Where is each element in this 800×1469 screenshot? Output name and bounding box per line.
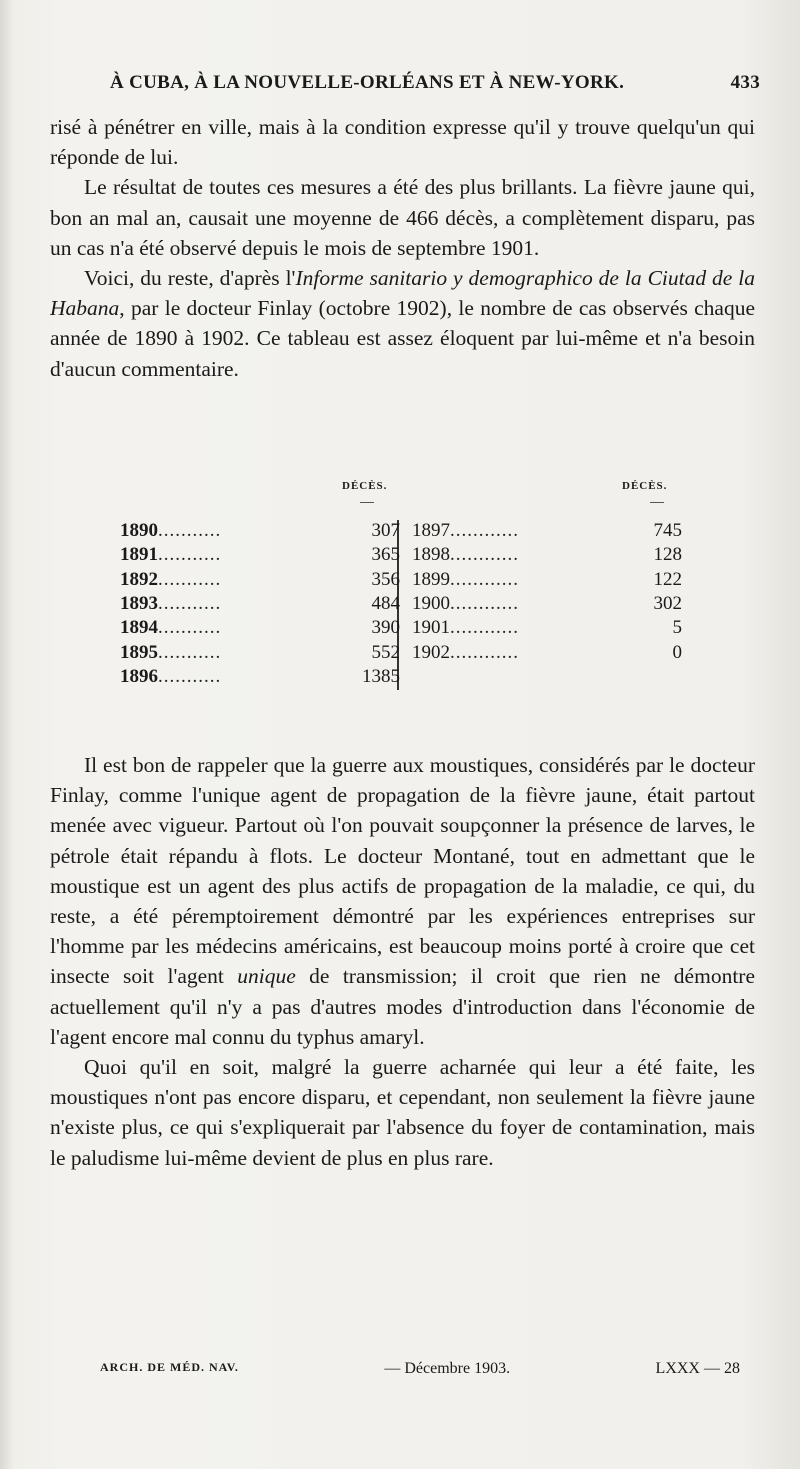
footer-date: — Décembre 1903. — [384, 1360, 511, 1377]
table-row-year: 1893 — [120, 592, 158, 614]
table-row — [120, 520, 400, 544]
table-row — [120, 544, 400, 568]
paragraph-1: risé à pénétrer en ville, mais à la condition expresse qu'il y trouve quelqu'un qui réponde de lui. — [50, 115, 755, 170]
table-row-year: 1898 — [412, 544, 450, 566]
table-row-deaths: 484 — [371, 592, 400, 614]
table-row-year: 1894 — [120, 617, 158, 639]
page-footer — [100, 1360, 740, 1378]
table-row-deaths: 122 — [653, 568, 682, 590]
table-row-leader: ............ — [450, 544, 519, 566]
table-row-deaths: 365 — [371, 544, 400, 566]
footer-volume: LXXX — 28 — [655, 1360, 740, 1377]
table-row — [120, 666, 400, 690]
table-row-leader: ........... — [158, 617, 222, 639]
table-row-year: 1902 — [412, 641, 450, 663]
table-row-deaths: 1385 — [362, 665, 400, 687]
paragraph-4-italic: unique — [237, 964, 296, 989]
table-row-leader: ............ — [450, 520, 519, 541]
table-row-deaths: 745 — [653, 520, 682, 541]
table-row-leader: ............ — [450, 641, 519, 663]
deaths-table — [120, 480, 700, 710]
table-row-leader: ........... — [158, 641, 222, 663]
table-row-year: 1892 — [120, 568, 158, 590]
table-row — [412, 569, 682, 593]
table-row — [120, 617, 400, 641]
paragraph-2: Le résultat de toutes ces mesures a été des plus brillants. La fièvre jaune qui, bon an mal an, causait une moyenne de 466 décès, a complètement disparu, pas un cas n'a été observé depuis le mois de septembre 1901. — [50, 175, 755, 260]
table-row-year: 1896 — [120, 665, 158, 687]
paragraph-4 — [50, 750, 755, 1052]
paragraph-3-after: , par le docteur Finlay (octobre 1902), le nombre de cas observés chaque année de 1890 à 1902. Ce tableau est assez éloquent par lui-même et n'a besoin d'aucun commentaire. — [50, 296, 755, 381]
paragraph-3-italic: Informe sanitario y demographico de la Ciutad de la Habana — [50, 266, 755, 321]
page-number: 433 — [730, 72, 760, 93]
paragraph-4-after: de transmission; il croit que rien ne démontre actuellement qu'il n'y a pas d'autres modes d'introduction dans l'économie de l'agent encore mal connu du typhus amaryl. — [50, 964, 755, 1049]
footer-journal: ARCH. DE MÉD. NAV. — [100, 1360, 239, 1374]
paragraph-5: Quoi qu'il en soit, malgré la guerre acharnée qui leur a été faite, les moustiques n'ont pas encore disparu, et cependant, non seulement la fièvre jaune n'existe plus, ce qui s'expliquerait par l'absence du foyer de contamination, mais le paludisme lui-même devient de plus en plus rare. — [50, 1055, 755, 1170]
table-row-year: 1899 — [412, 568, 450, 590]
table-row-year: 1891 — [120, 544, 158, 566]
table-header-left-rule — [360, 502, 374, 503]
table-row-leader: ........... — [158, 665, 222, 687]
table-row — [120, 642, 400, 666]
table-row — [412, 544, 682, 568]
table-row-year: 1895 — [120, 641, 158, 663]
table-row — [120, 569, 400, 593]
table-row-deaths: 302 — [653, 592, 682, 614]
table-row — [412, 520, 682, 544]
table-row-deaths: 390 — [371, 617, 400, 639]
table-header-left: DÉCÈS. — [342, 480, 388, 492]
paragraph-3 — [50, 263, 755, 384]
table-row — [412, 617, 682, 641]
table-row-year: 1897 — [412, 520, 450, 541]
table-row-deaths: 0 — [672, 641, 682, 663]
table-row-leader: ........... — [158, 544, 222, 566]
table-row-year: 1901 — [412, 617, 450, 639]
running-head-title: À CUBA, À LA NOUVELLE-ORLÉANS ET À NEW-YORK. — [110, 72, 625, 93]
table-row-leader: ............ — [450, 568, 519, 590]
table-row-deaths: 5 — [672, 617, 682, 639]
table-row-leader: ............ — [450, 592, 519, 614]
paragraph-3-before: Voici, du reste, d'après l' — [84, 266, 296, 291]
table-row-year: 1900 — [412, 592, 450, 614]
table-row-deaths: 552 — [371, 641, 400, 663]
table-row — [412, 593, 682, 617]
table-header-right-rule — [650, 502, 664, 503]
body-text-top — [50, 112, 755, 384]
table-row-leader: ........... — [158, 568, 222, 590]
table-row-deaths: 307 — [371, 520, 400, 541]
table-row-leader: ............ — [450, 617, 519, 639]
running-head — [110, 72, 760, 94]
table-row-leader: ........... — [158, 592, 222, 614]
body-text-bottom — [50, 750, 755, 1173]
table-row — [120, 593, 400, 617]
table-row-deaths: 356 — [371, 568, 400, 590]
paragraph-4-before: Il est bon de rappeler que la guerre aux moustiques, considérés par le docteur Finlay, comme l'unique agent de propagation de la fièvre jaune, était partout menée avec vigueur. Partout où l'on pouvait soupçonner la présence de larves, le pétrole était répandu à flots. Le docteur Montané, tout en admettant que le moustique est un agent des plus actifs de propagation de la maladie, ce qui, du reste, a été péremptoirement démontré par les expériences entreprises sur l'homme par les médecins américains, est beaucoup moins porté à croire que cet insecte soit l'agent — [50, 753, 755, 989]
table-header-right: DÉCÈS. — [622, 480, 668, 492]
table-row — [412, 642, 682, 666]
table-row-leader: ........... — [158, 520, 222, 541]
table-row-deaths: 128 — [653, 544, 682, 566]
table-row-year: 1890 — [120, 520, 158, 541]
